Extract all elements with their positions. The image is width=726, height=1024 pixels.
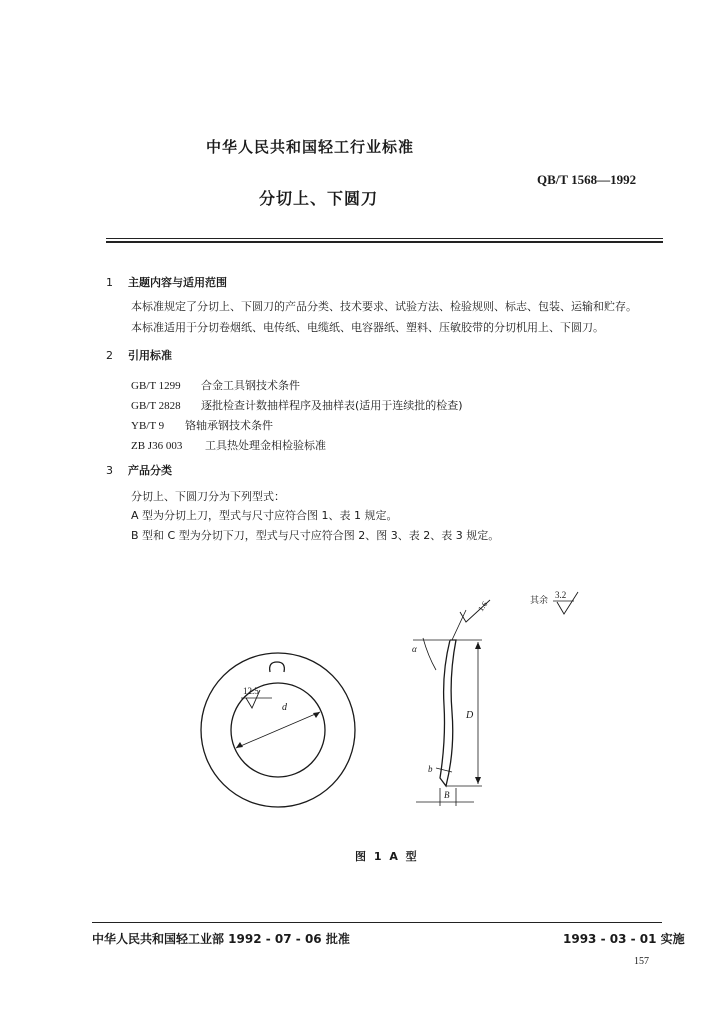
section-2-number: 2 [106, 349, 113, 362]
roughness-edge-value: 1.6 [476, 599, 490, 614]
reference-code: ZB J36 003 [131, 440, 183, 452]
reference-title: 铬轴承钢技术条件 [185, 419, 273, 432]
diameter-d-line [236, 712, 320, 748]
front-view [201, 653, 355, 807]
dim-D-label: D [466, 710, 474, 721]
reference-title: 合金工具钢技术条件 [201, 379, 300, 392]
section-3-heading: 产品分类 [128, 464, 172, 477]
roughness-rest-value: 3.2 [555, 590, 567, 600]
reference-title: 工具热处理金相检验标准 [205, 439, 326, 452]
section-1-paragraph-1: 本标准规定了分切上、下圆刀的产品分类、技术要求、试验方法、检验规则、标志、包装、运输和贮存。 [131, 300, 637, 313]
roughness-face-value: 12.5 [243, 686, 259, 696]
dim-arrow [475, 777, 481, 784]
dim-b-label: b [428, 764, 433, 774]
dim-B-label: B [444, 790, 450, 800]
page-number: 157 [634, 956, 649, 967]
edge-roughness-leader [452, 610, 466, 640]
section-1-heading: 主题内容与适用范围 [128, 276, 227, 289]
implementation-date: 1993 - 03 - 01 实施 [563, 932, 685, 946]
dim-arrow [236, 742, 243, 748]
section-3-number: 3 [106, 464, 113, 477]
dim-d-label: d [282, 702, 287, 713]
alpha-arc [423, 638, 436, 670]
section-1-number: 1 [106, 276, 113, 289]
reference-code: YB/T 9 [131, 420, 165, 432]
dim-arrow [475, 642, 481, 649]
side-view [413, 592, 578, 806]
standard-code: QB/T 1568—1992 [537, 172, 637, 187]
section-1-paragraph-2: 本标准适用于分切卷烟纸、电传纸、电缆纸、电容器纸、塑料、压敏胶带的分切机用上、下圆刀。 [131, 321, 604, 334]
document-title: 分切上、下圆刀 [259, 189, 379, 208]
section-3-paragraph-1: 分切上、下圆刀分为下列型式： [131, 490, 285, 503]
dim-alpha-label: α [412, 644, 417, 654]
reference-title: 逐批检查计数抽样程序及抽样表(适用于连续批的检查) [201, 399, 463, 412]
section-3-paragraph-2: A 型为分切上刀，型式与尺寸应符合图 1、表 1 规定。 [131, 509, 398, 522]
org-standard-title: 中华人民共和国轻工行业标准 [206, 138, 415, 156]
reference-code: GB/T 2828 [131, 400, 181, 412]
figure-caption: 图 1 A 型 [355, 850, 419, 863]
blade-section [440, 640, 456, 786]
section-2-heading: 引用标准 [128, 349, 172, 362]
footer-rule [92, 922, 662, 923]
keyway [270, 662, 285, 672]
roughness-rest-label: 其余 [530, 595, 549, 605]
reference-code: GB/T 1299 [131, 380, 181, 392]
section-3-paragraph-3: B 型和 C 型为分切下刀，型式与尺寸应符合图 2、图 3、表 2、表 3 规定。 [131, 529, 500, 542]
dim-arrow [313, 712, 320, 718]
approval-line: 中华人民共和国轻工业部 1992 - 07 - 06 批准 [92, 932, 350, 946]
